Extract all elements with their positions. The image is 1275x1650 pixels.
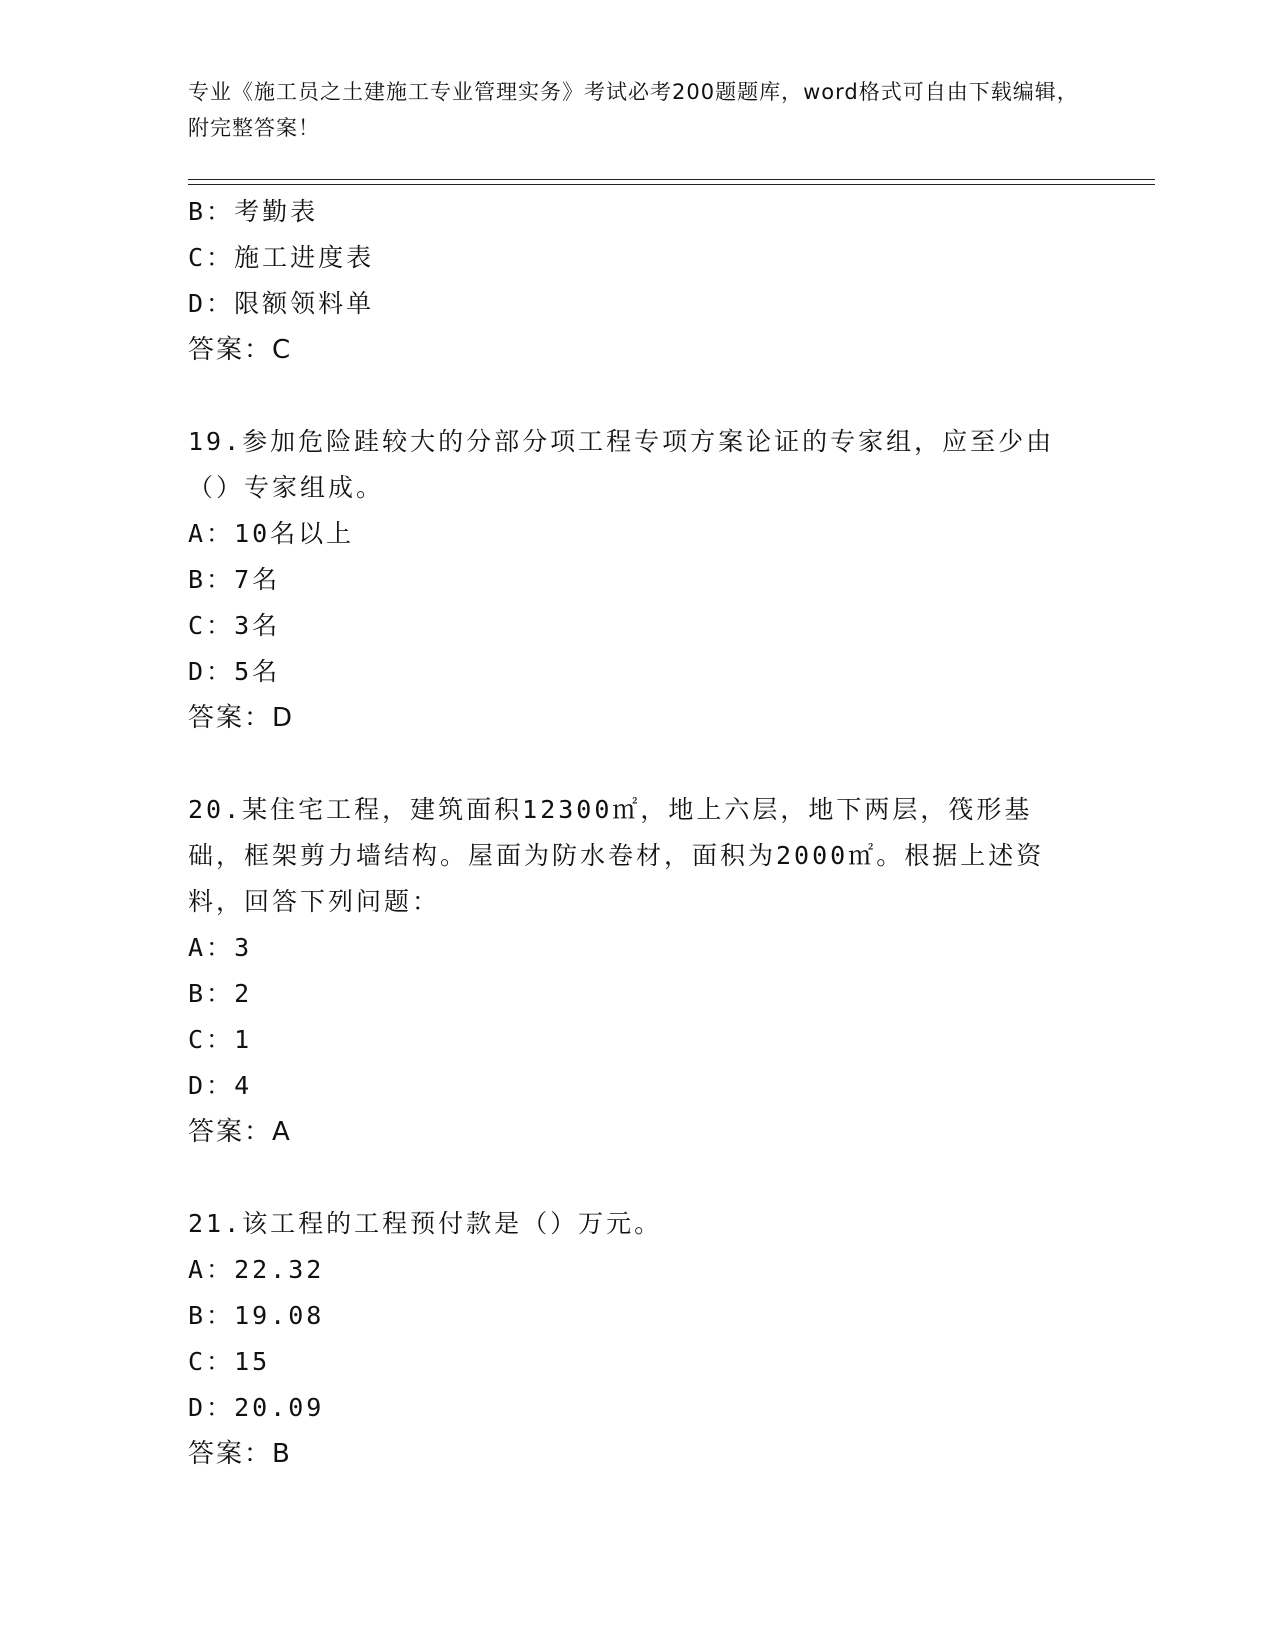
document-header: 专业《施工员之土建施工专业管理实务》考试必考200题题库，word格式可自由下载编辑，附完整答案！	[188, 80, 1079, 140]
option-c: C：3名	[188, 611, 281, 640]
option-d: D：4	[188, 1071, 253, 1100]
option-d: D：5名	[188, 657, 281, 686]
option-b: B：19.08	[188, 1301, 325, 1330]
option-c: C：15	[188, 1347, 271, 1376]
spacer	[188, 1155, 1088, 1201]
question-block-20	[188, 787, 1088, 1155]
option-b: B：2	[188, 979, 253, 1008]
question-text: 19.参加危险跬较大的分部分项工程专项方案论证的专家组，应至少由（）专家组成。	[188, 427, 1055, 502]
question-block-19	[188, 419, 1088, 741]
option-c: C：1	[188, 1025, 253, 1054]
answer-line: 答案：B	[188, 1439, 292, 1469]
question-block-21	[188, 1201, 1088, 1477]
question-block-prev	[188, 189, 1088, 373]
header-rule-bottom	[188, 184, 1155, 185]
option-c: C：施工进度表	[188, 243, 375, 272]
answer-line: 答案：D	[188, 703, 295, 733]
answer-line: 答案：A	[188, 1117, 292, 1147]
option-b: B：7名	[188, 565, 281, 594]
option-b: B：考勤表	[188, 197, 319, 226]
option-a: A：3	[188, 933, 253, 962]
option-d: D：20.09	[188, 1393, 325, 1422]
question-text: 21.该工程的工程预付款是（）万元。	[188, 1209, 663, 1238]
spacer	[188, 741, 1088, 787]
option-d: D：限额领料单	[188, 289, 375, 318]
header-rule-top	[188, 179, 1155, 180]
spacer	[188, 373, 1088, 419]
answer-line: 答案：C	[188, 335, 293, 365]
option-a: A：10名以上	[188, 519, 355, 548]
question-list	[188, 189, 1088, 1477]
question-text: 20.某住宅工程，建筑面积12300㎡，地上六层，地下两层，筏形基础，框架剪力墙结构。屋面为防水卷材，面积为2000㎡。根据上述资料，回答下列问题：	[188, 795, 1045, 916]
option-a: A：22.32	[188, 1255, 325, 1284]
